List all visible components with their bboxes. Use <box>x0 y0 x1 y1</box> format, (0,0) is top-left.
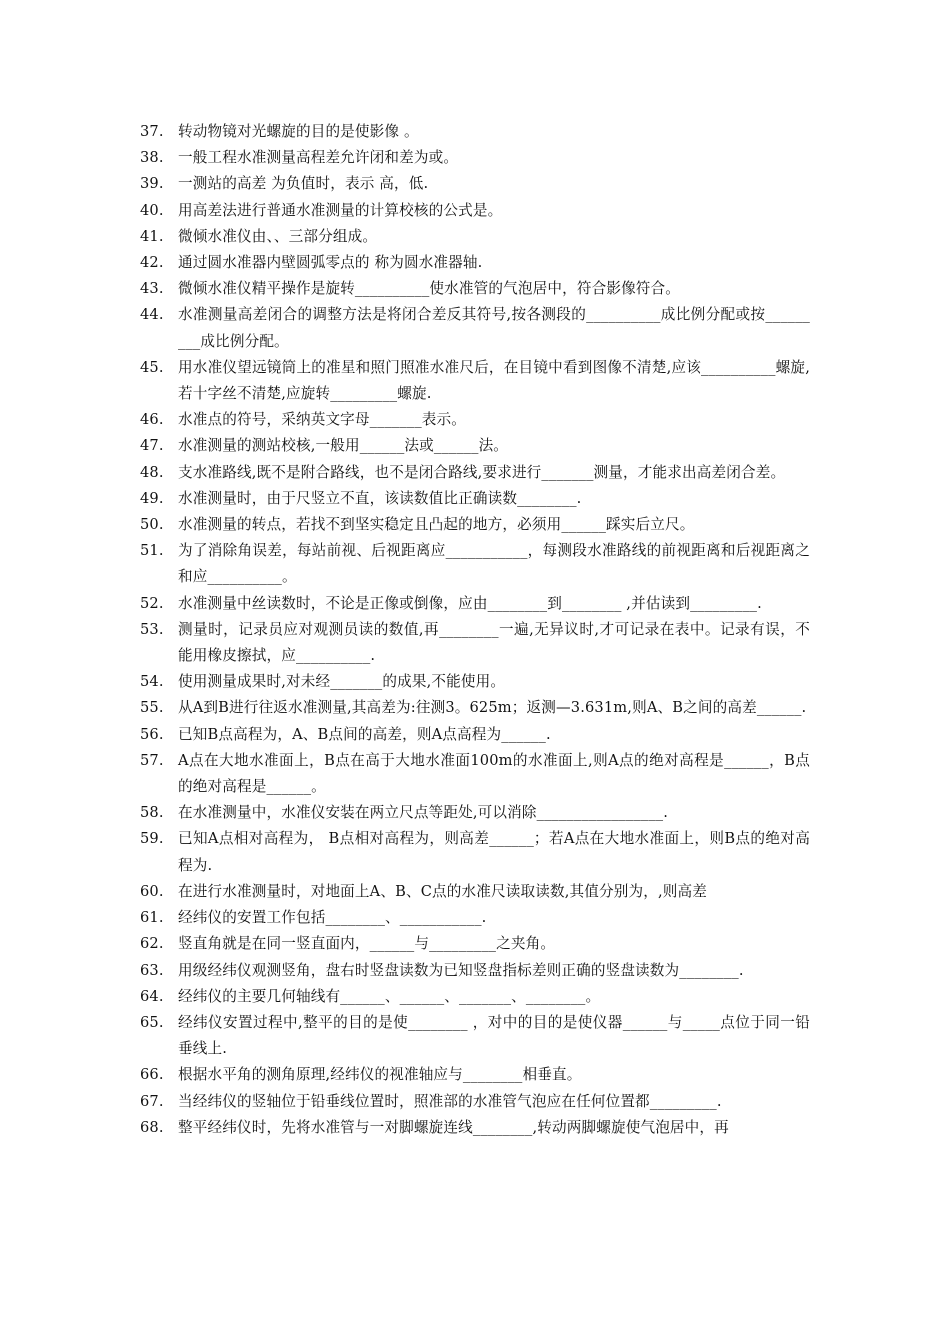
question-item <box>140 302 810 354</box>
question-number: 66. <box>140 1066 164 1084</box>
question-item <box>140 198 810 224</box>
question-item <box>140 512 810 538</box>
question-item <box>140 1010 810 1062</box>
question-number: 62. <box>140 935 164 953</box>
question-item <box>140 826 810 878</box>
question-text: 已知B点高程为，A、B点间的高差，则A点高程为______. <box>178 725 551 743</box>
question-item <box>140 276 810 302</box>
question-item <box>140 984 810 1010</box>
question-number: 65. <box>140 1013 164 1031</box>
question-item <box>140 407 810 433</box>
question-text: 水准测量的测站校核,一般用______法或______法。 <box>178 437 509 455</box>
question-text: 用级经纬仪观测竖角，盘右时竖盘读数为已知竖盘指标差则正确的竖盘读数为________. <box>178 961 744 979</box>
question-text: 经纬仪的安置工作包括________、___________. <box>178 909 487 927</box>
question-text: 从A到B进行往返水准测量,其高差为:往测3。625m；返测—3.631m,则A、B之间的高差______. <box>178 699 807 717</box>
question-number: 53. <box>140 620 164 638</box>
question-number: 64. <box>140 987 164 1005</box>
question-item <box>140 591 810 617</box>
question-text: 使用测量成果时,对未经_______的成果,不能使用。 <box>178 673 506 691</box>
question-text: 整平经纬仪时，先将水准管与一对脚螺旋连线________,转动两脚螺旋使气泡居中，再 <box>178 1118 729 1136</box>
question-number: 57. <box>140 751 164 769</box>
question-number: 46. <box>140 411 164 429</box>
question-item <box>140 695 810 721</box>
question-text: 通过圆水准器内壁圆弧零点的 称为圆水准器轴. <box>178 254 483 272</box>
question-number: 51. <box>140 542 164 560</box>
question-text: 水准测量中丝读数时，不论是正像或倒像，应由________到________ ,并估读到_________. <box>178 594 762 612</box>
question-text: 支水准路线,既不是附合路线，也不是闭合路线,要求进行_______测量，才能求出高差闭合差。 <box>178 463 786 481</box>
question-number: 42. <box>140 254 164 272</box>
question-text: 在进行水准测量时，对地面上A、B、C点的水准尺读取读数,其值分别为，,则高差 <box>178 882 708 900</box>
question-number: 37. <box>140 123 164 140</box>
question-number: 44. <box>140 306 164 324</box>
question-text: 已知A点相对高程为， B点相对高程为，则高差______；若A点在大地水准面上，则B点的绝对高程为. <box>178 830 810 874</box>
question-number: 59. <box>140 830 164 848</box>
question-number: 61. <box>140 909 164 927</box>
question-text: 根据水平角的测角原理,经纬仪的视准轴应与________相垂直。 <box>178 1066 582 1084</box>
question-text: 水准测量高差闭合的调整方法是将闭合差反其符号,按各测段的__________成比例分配或按_________成比例分配。 <box>178 306 810 350</box>
question-text: 当经纬仪的竖轴位于铅垂线位置时，照准部的水准管气泡应在任何位置都_________. <box>178 1092 722 1110</box>
question-number: 55. <box>140 699 164 717</box>
question-list <box>140 119 810 1141</box>
question-number: 52. <box>140 594 164 612</box>
question-text: 经纬仪安置过程中,整平的目的是使________ ，对中的目的是使仪器______与_____点位于同一铅垂线上. <box>178 1013 810 1058</box>
question-item <box>140 250 810 276</box>
question-text: 一般工程水准测量高程差允许闭和差为或。 <box>178 149 459 167</box>
question-number: 68. <box>140 1118 164 1136</box>
question-item <box>140 538 810 590</box>
question-number: 48. <box>140 463 164 481</box>
question-item <box>140 145 810 171</box>
question-item <box>140 171 810 197</box>
question-item <box>140 617 810 669</box>
question-number: 45. <box>140 358 164 376</box>
question-text: 微倾水准仪精平操作是旋转__________使水准管的气泡居中，符合影像符合。 <box>178 280 681 298</box>
question-number: 40. <box>140 201 164 219</box>
question-item <box>140 958 810 984</box>
question-number: 56. <box>140 725 164 743</box>
question-number: 41. <box>140 227 164 245</box>
question-number: 60. <box>140 882 164 900</box>
question-number: 63. <box>140 961 164 979</box>
question-text: 测量时，记录员应对观测员读的数值,再________一遍,无异议时,才可记录在表中。记录有误，不能用橡皮擦拭，应__________. <box>178 620 810 665</box>
question-text: 水准点的符号，采纳英文字母_______表示。 <box>178 411 467 429</box>
question-item <box>140 1115 810 1141</box>
question-text: 用水准仪望远镜筒上的准星和照门照准水准尺后，在目镜中看到图像不清楚,应该__________螺旋,若十字丝不清楚,应旋转_________螺旋. <box>178 358 810 403</box>
question-text: A点在大地水准面上，B点在高于大地水准面100m的水准面上,则A点的绝对高程是______，B点的绝对高程是______。 <box>178 751 810 796</box>
question-text: 一测站的高差 为负值时，表示 高，低. <box>178 175 429 193</box>
question-text: 用高差法进行普通水准测量的计算校核的公式是。 <box>178 201 503 219</box>
question-item <box>140 800 810 826</box>
question-number: 43. <box>140 280 164 298</box>
question-item <box>140 460 810 486</box>
question-item <box>140 1089 810 1115</box>
question-item <box>140 931 810 957</box>
question-item <box>140 905 810 931</box>
question-number: 39. <box>140 175 164 193</box>
question-text: 转动物镜对光螺旋的目的是使影像 。 <box>178 123 419 140</box>
question-item <box>140 486 810 512</box>
question-item <box>140 1062 810 1088</box>
question-item <box>140 748 810 800</box>
question-number: 47. <box>140 437 164 455</box>
question-number: 38. <box>140 149 164 167</box>
question-item <box>140 879 810 905</box>
question-number: 50. <box>140 516 164 534</box>
question-number: 49. <box>140 489 164 507</box>
question-item <box>140 433 810 459</box>
question-item <box>140 355 810 407</box>
question-text: 水准测量的转点，若找不到坚实稳定且凸起的地方，必须用______踩实后立尺。 <box>178 516 695 534</box>
question-text: 为了消除角误差，每站前视、后视距离应___________，每测段水准路线的前视距离和后视距离之和应__________。 <box>178 542 810 586</box>
question-number: 67. <box>140 1092 164 1110</box>
question-item <box>140 669 810 695</box>
question-text: 微倾水准仪由、、三部分组成。 <box>178 227 378 245</box>
question-item <box>140 224 810 250</box>
question-item <box>140 722 810 748</box>
question-number: 54. <box>140 673 164 691</box>
question-text: 水准测量时，由于尺竖立不直，该读数值比正确读数________. <box>178 489 582 507</box>
question-text: 经纬仪的主要几何轴线有______、______、_______、________。 <box>178 987 601 1005</box>
question-text: 在水准测量中，水准仪安装在两立尺点等距处,可以消除_________________. <box>178 804 669 822</box>
question-number: 58. <box>140 804 164 822</box>
question-item <box>140 119 810 145</box>
question-text: 竖直角就是在同一竖直面内，______与_________之夹角。 <box>178 935 556 953</box>
